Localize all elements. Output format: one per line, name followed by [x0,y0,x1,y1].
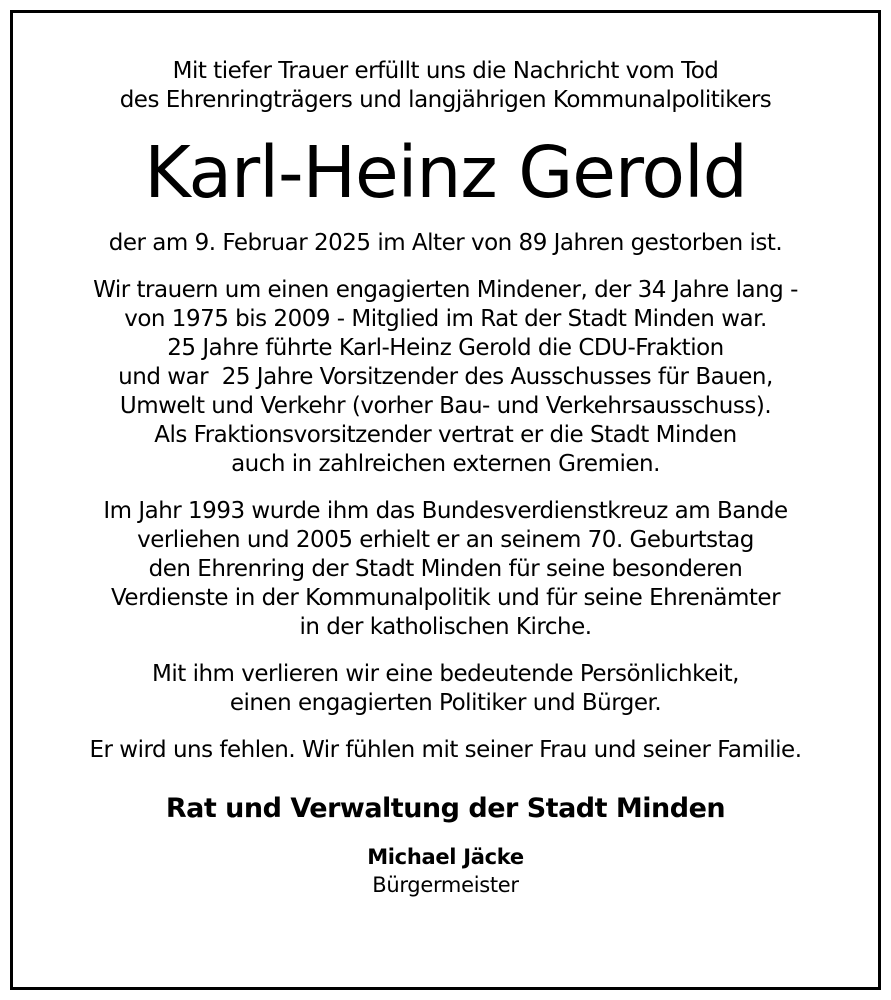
paragraph-line: verliehen und 2005 erhielt er an seinem 70. Geburtstag [137,527,754,553]
paragraph-line: Im Jahr 1993 wurde ihm das Bundesverdienstkreuz am Bande [103,498,788,524]
paragraph-line: Als Fraktionsvorsitzender vertrat er die Stadt Minden [154,422,737,448]
intro-line: des Ehrenringträgers und langjährigen Kommunalpolitikers [119,87,772,113]
loss-paragraph [13,660,878,718]
paragraph-line: und war 25 Jahre Vorsitzender des Ausschusses für Bauen, [118,364,773,390]
paragraph-line: einen engagierten Politiker und Bürger. [229,690,662,716]
paragraph-line: Umwelt und Verkehr (vorher Bau- und Verkehrsausschuss). [119,393,772,419]
deceased-name: Karl-Heinz Gerold [144,131,747,214]
death-statement: der am 9. Februar 2025 im Alter von 89 Jahren gestorben ist. [108,230,783,256]
paragraph-line: Verdienste in der Kommunalpolitik und für seine Ehrenämter [110,585,781,611]
condolence-line: Er wird uns fehlen. Wir fühlen mit seiner Frau und seiner Familie. [89,737,802,763]
paragraph-line: Wir trauern um einen engagierten Mindener, der 34 Jahre lang - [93,277,798,303]
obituary-notice [10,10,881,990]
career-paragraph [13,276,878,479]
signature-title: Bürgermeister [372,873,519,897]
paragraph-line: auch in zahlreichen externen Gremien. [231,451,660,477]
paragraph-line: Mit ihm verlieren wir eine bedeutende Persönlichkeit, [152,661,739,687]
paragraph-line: 25 Jahre führte Karl-Heinz Gerold die CDU-Fraktion [167,335,724,361]
intro-line: Mit tiefer Trauer erfüllt uns die Nachricht vom Tod [172,58,719,84]
signature-person: Michael Jäcke [367,845,524,869]
honors-paragraph [13,497,878,642]
paragraph-line: von 1975 bis 2009 - Mitglied im Rat der Stadt Minden war. [124,306,767,332]
signature-organization: Rat und Verwaltung der Stadt Minden [165,793,726,824]
paragraph-line: in der katholischen Kirche. [299,614,592,640]
intro-text [13,57,878,115]
paragraph-line: den Ehrenring der Stadt Minden für seine besonderen [148,556,743,582]
